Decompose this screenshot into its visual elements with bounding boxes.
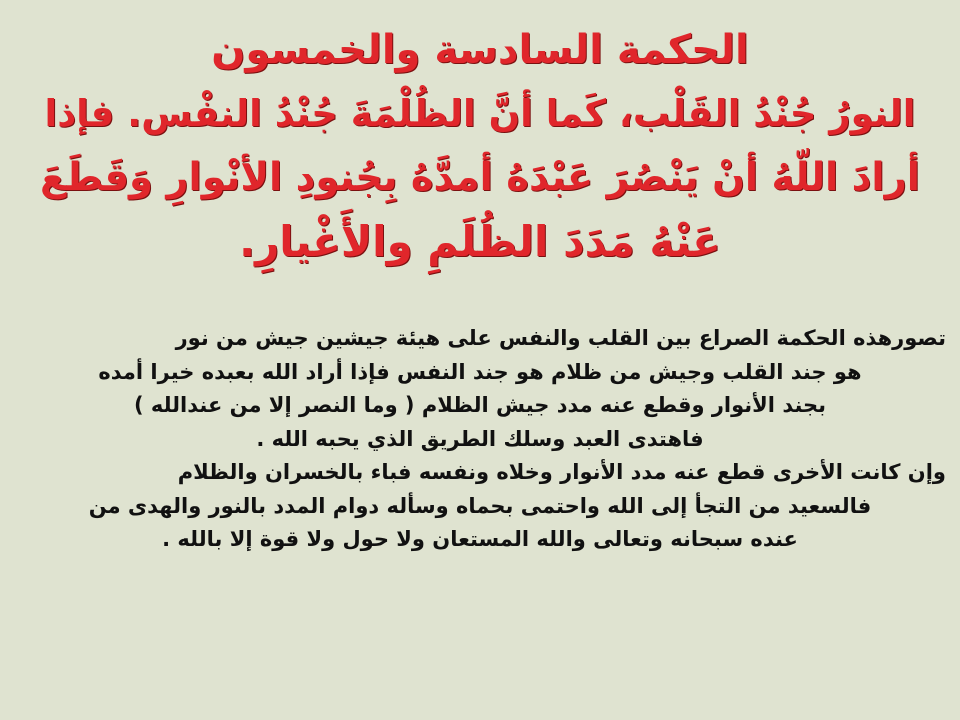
heading-title: الحكمة السادسة والخمسون [211, 27, 749, 73]
heading-block [40, 18, 920, 274]
heading-line-4: عَنْهُ مَدَدَ الظُلَمِ والأَغْيارِ. [239, 217, 721, 266]
body-text [14, 322, 946, 557]
body-line-4: فاهتدى العبد وسلك الطريق الذي يحبه الله . [256, 426, 704, 451]
body-line-6: فالسعيد من التجأ إلى الله واحتمى بحماه وسأله دوام المدد بالنور والهدى من [88, 493, 872, 518]
heading-line-3: أرادَ اللّهُ أنْ يَنْصُرَ عَبْدَهُ أمدَّهُ بِجُنودِ الأنْوارِ وَقَطَعَ [40, 155, 920, 200]
body-line-2: هو جند القلب وجيش من ظلام هو جند النفس فإذا أراد الله بعبده خيرا أمده [98, 359, 862, 384]
body-line-7: عنده سبحانه وتعالى والله المستعان ولا حول ولا قوة إلا بالله . [162, 527, 798, 551]
heading-line-2: النورُ جُنْدُ القَلْب، كَما أنَّ الظُلْمَةَ جُنْدُ النفْس. فإذا [44, 92, 916, 135]
body-line-3: بجند الأنوار وقطع عنه مدد جيش الظلام ( وما النصر إلا من عندالله ) [133, 393, 827, 417]
body-line-1: تصورهذه الحكمة الصراع بين القلب والنفس على هيئة جيشين جيش من نور [175, 326, 946, 350]
body-line-5: وإن كانت الأخرى قطع عنه مدد الأنوار وخلاه ونفسه فباء بالخسران والظلام [177, 460, 946, 484]
